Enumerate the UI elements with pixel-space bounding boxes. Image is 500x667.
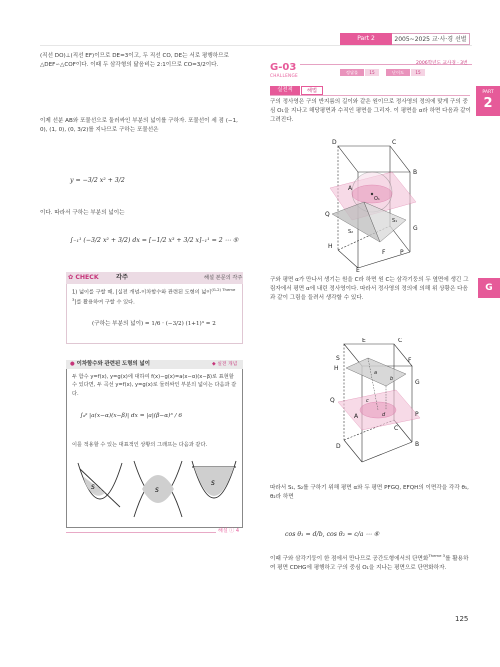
- concept-title-text: 이차함수와 관련된 도형의 넓이: [76, 361, 150, 367]
- graph-parabola-line: [78, 463, 122, 507]
- chip-accuracy-value: 15: [365, 69, 379, 76]
- concept-text-1: 두 함수 y=f(x), y=g(x)에 대하여 f(x)−g(x)=a(x−α)(x−β)로 표현할 수 있다면, 두 곡선 y=f(x), y=g(x)로 둘러싸인 부분의 넓이는 다음과 같다.: [72, 374, 237, 397]
- fig2-label-f: F: [408, 357, 412, 364]
- fig1-label-o1: O₁: [374, 196, 380, 202]
- fig2-label-b-upper: B: [415, 441, 420, 448]
- fig2-label-g: G: [415, 379, 420, 386]
- left-paragraph-1: (직선 DO)⊥(직선 EF)이므로 DE=3이고, 두 직선 CO, DE는 서로 평행하므로 △DEF∽△COF이다. 이때 두 삼각형의 닮음비는 2:1이므로 CO=3/2이다.: [40, 53, 229, 69]
- check-footnote-cont: ]를 활용하여 구할 수 있다.: [74, 299, 135, 306]
- fig2-label-s: S: [336, 355, 340, 362]
- left-paragraph-3: 이다. 따라서 구하는 부분의 넓이는: [40, 210, 125, 216]
- right-paragraph-4-text: 이때 구와 삼각기둥이 한 점에서 만나므로 공간도형에서의 단면화: [270, 555, 429, 562]
- fig2-label-d: D: [336, 443, 341, 450]
- solution-tab-method[interactable]: 해법: [301, 86, 323, 95]
- fig1-label-e: E: [356, 267, 360, 273]
- fig2-label-c-top: C: [398, 338, 403, 344]
- concept-title: [70, 360, 150, 369]
- concept-formula: ∫ₐᵝ |a(x−α)(x−β)| dx = |a|(β−α)³ / 6: [80, 413, 183, 419]
- cos-formula: cos θ₁ = d/b, cos θ₂ = c/a ⋯ ⑥: [285, 531, 380, 538]
- check-footnote: [72, 287, 238, 307]
- graph-two-parabolas: [134, 461, 182, 517]
- fig2-label-h: H: [334, 365, 339, 372]
- fig1-label-f: F: [382, 249, 386, 256]
- solution-pager[interactable]: 해설 ⓘ 4: [218, 528, 240, 534]
- figure-prism-sphere: [310, 138, 430, 273]
- part-tab[interactable]: [476, 86, 500, 116]
- right-paragraph-4-cont: 를 활용하여 평면 CDHG에 평행하고 구의 중심 O₁을 지나는 평면으로 단면화하자.: [270, 555, 469, 571]
- fig1-label-h: H: [328, 243, 333, 250]
- fig2-label-a-upper: A: [354, 413, 359, 420]
- check-footnote-text: 1) 넓이를 구할 때, [실전 개념-이차함수와 관련된 도형의 넓이: [72, 289, 212, 296]
- fig1-label-s1: S₁: [392, 218, 398, 224]
- solution-rule: [270, 95, 470, 96]
- right-paragraph-2: 구와 평면 α가 만나서 생기는 원을 C라 하면 원 C는 삼각기둥의 두 옆면에 생긴 그림자에서 평면 α에 내린 정사영이다. 따라서 정사영의 정의에 의해 위 상황은 다음과 같이 그림을 들려서 생각할 수 있다.: [270, 277, 469, 302]
- concept-tag: ◆ 실전 개념: [212, 362, 238, 367]
- fig2-label-d-small: d: [382, 412, 386, 418]
- section-tab-g[interactable]: G: [478, 278, 500, 298]
- check-footnote-sup: (G-2) Theme 3: [72, 287, 236, 303]
- book-title: 2005~2025 교·사·경 선별: [392, 33, 470, 45]
- area-integral: ∫₋₁¹ (−3/2 x² + 3/2) dx = [−1/2 x³ + 3/2 x]₋₁¹ = 2 ⋯ ⑤: [70, 237, 239, 244]
- concept-title-icon: ●: [70, 361, 75, 367]
- fig2-label-p: P: [415, 411, 419, 418]
- graph-2-label: S: [155, 487, 159, 494]
- fig2-label-b: b: [390, 376, 394, 382]
- fig1-label-p: P: [400, 249, 404, 256]
- right-paragraph-4-sup: Theme 3: [428, 553, 446, 558]
- fig1-label-d: D: [332, 139, 337, 146]
- right-paragraph-1: 구의 정사영은 구의 반지름의 길이와 같은 원이므로 정사영의 정의에 맞게 구의 중심 O₁을 지나고 해당평면과 수직인 평면을 그리자. 이 평면을 α라 하면 다음과 같이 그려진다.: [270, 99, 471, 124]
- figure-projection: [316, 338, 428, 468]
- right-paragraph-4: [270, 553, 472, 573]
- problem-code: G-03: [270, 62, 297, 73]
- problem-source: 2006학년도 교사경 · 3번: [416, 61, 468, 66]
- chip-difficulty-value: 15: [411, 69, 425, 76]
- fig1-label-q: Q: [325, 211, 330, 218]
- left-footer-rule: [66, 532, 216, 533]
- graph-1-label: S: [91, 484, 95, 491]
- fig1-label-b: B: [413, 169, 418, 176]
- part-label: Part 2: [340, 33, 392, 45]
- graph-3-label: S: [211, 480, 215, 487]
- check-label: 각주: [116, 274, 128, 281]
- part-tab-small: PART: [482, 90, 494, 95]
- concept-graphs: [70, 455, 240, 523]
- fig2-label-a: a: [374, 370, 378, 376]
- header-divider: [40, 45, 472, 46]
- concept-text-2: 이를 적용할 수 있는 대표적인 상황의 그래프는 다음과 같다.: [72, 442, 208, 448]
- left-paragraph-2: 이제 선분 AB와 포물선으로 둘러싸인 부분의 넓이를 구하자. 포물선이 세 점 (−1, 0), (1, 0), (0, 3/2)를 지나므로 구하는 포물선은: [40, 118, 238, 134]
- right-paragraph-3: 따라서 S₁, S₂를 구하기 위해 평면 α와 두 평면 PFGQ, EFQH의 이면각을 각각 θ₁, θ₂라 하면: [270, 485, 469, 501]
- chip-difficulty-label: 난이도: [386, 69, 410, 76]
- fig2-label-c-small: c: [366, 398, 369, 404]
- part-tab-number: 2: [483, 96, 493, 111]
- chip-accuracy-label: 정답률: [340, 69, 364, 76]
- parabola-equation: y = −3/2 x² + 3/2: [70, 177, 125, 184]
- fig1-label-c: C: [392, 139, 397, 146]
- fig2-label-q: Q: [330, 397, 335, 404]
- fig1-label-s2: S₂: [348, 229, 354, 235]
- solution-tab-practical[interactable]: 실전적: [270, 86, 300, 95]
- fig2-label-e: E: [362, 338, 366, 344]
- check-badge: ✿ CHECK: [68, 274, 99, 281]
- fig1-label-a: A: [348, 185, 353, 192]
- check-subtitle: 해설 본문의 각주: [204, 275, 243, 281]
- check-formula: (구하는 부분의 넓이) = 1/6 · (−3/2) (1+1)³ = 2: [92, 321, 216, 327]
- page-number: 125: [455, 615, 469, 623]
- fig2-label-c-bottom: C: [394, 425, 399, 432]
- problem-level: CHALLENGE: [270, 73, 298, 78]
- fig1-label-g: G: [413, 225, 418, 232]
- graph-parabola-line-2: [192, 461, 236, 498]
